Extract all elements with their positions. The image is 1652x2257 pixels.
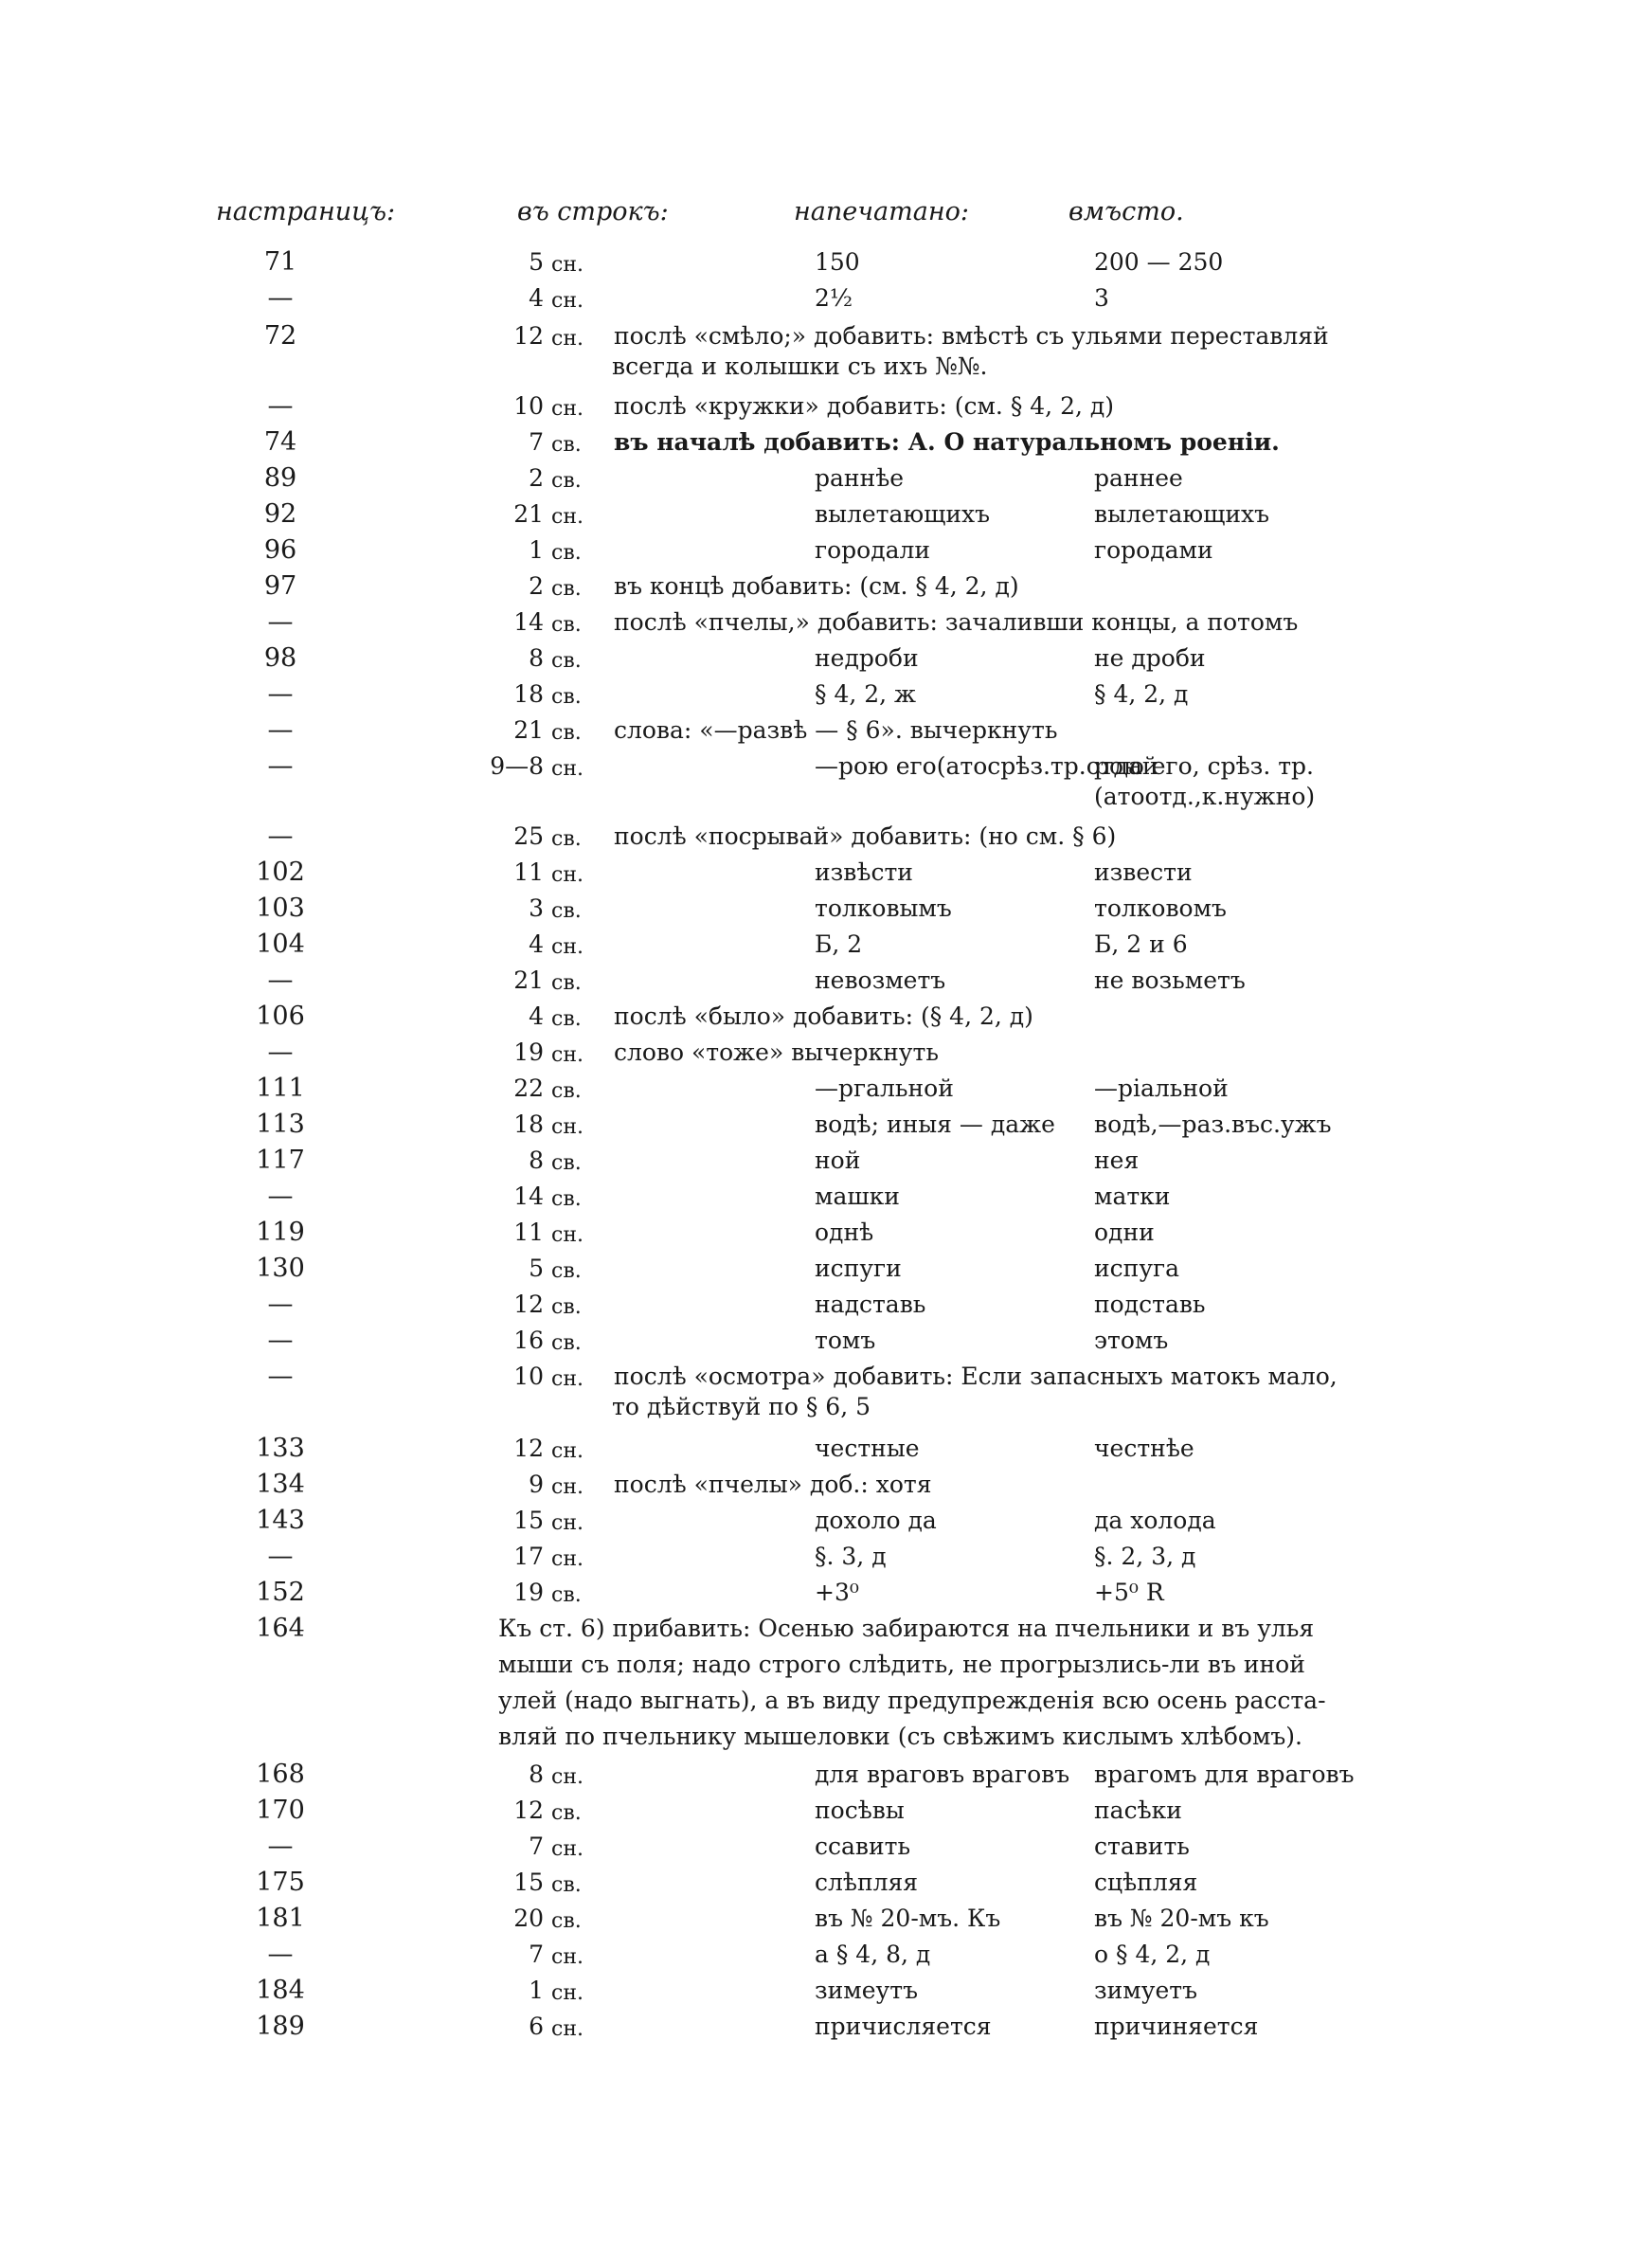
row-line-side: сн. — [551, 1981, 584, 2005]
row-correct-text: испуга — [1094, 1255, 1180, 1282]
row-line-number: 19 — [513, 1579, 544, 1606]
row-page-number: — — [267, 283, 294, 313]
row-printed-text: —ргальной — [815, 1074, 954, 1102]
row-printed-text: надставь — [815, 1291, 926, 1318]
row-line-side: св. — [551, 721, 582, 745]
row-line-side: св. — [551, 649, 582, 673]
row-line-number: 1 — [529, 1977, 544, 2004]
row-line-side: сн. — [551, 1223, 584, 1247]
row-line-number: 7 — [529, 428, 544, 456]
row-line-number: 21 — [513, 716, 544, 744]
row-line-side: св. — [551, 1801, 582, 1825]
row-page-number: 117 — [256, 1146, 305, 1175]
note-line: мыши съ поля; надо строго слѣдить, не прогрызлись-ли въ иной — [498, 1651, 1305, 1678]
row-printed-text: зимеутъ — [815, 1977, 918, 2004]
row-printed-text: невозметъ — [815, 966, 946, 994]
row-line-number: 9—8 — [490, 752, 544, 780]
row-line-side: сн. — [551, 1837, 584, 1861]
row-page-number: — — [267, 1038, 294, 1067]
row-remark: слова: «—развѣ — § 6». вычеркнуть — [614, 716, 1058, 744]
row-correct-text: § 4, 2, д — [1094, 680, 1189, 708]
row-correct-text: подставь — [1094, 1291, 1206, 1318]
row-printed-text: въ № 20-мъ. Къ — [815, 1905, 1001, 1932]
row-remark-continued: то дѣйствуй по § 6, 5 — [612, 1393, 871, 1420]
row-correct-text: водѣ,—раз.въс.ужъ — [1094, 1110, 1332, 1138]
row-line-side: сн. — [551, 1439, 584, 1463]
row-line-side: сн. — [551, 757, 584, 781]
row-page-number: 152 — [256, 1578, 305, 1607]
row-line-side: сн. — [551, 863, 584, 887]
row-correct-text: матки — [1094, 1183, 1171, 1210]
row-correct-text: не возьметъ — [1094, 966, 1246, 994]
row-remark: слово «тоже» вычеркнуть — [614, 1038, 939, 1066]
row-line-side: св. — [551, 971, 582, 995]
row-printed-text: дохоло да — [815, 1507, 937, 1534]
row-page-number: 113 — [256, 1110, 305, 1139]
row-line-side: сн. — [551, 327, 584, 351]
row-line-number: 12 — [513, 322, 544, 350]
row-correct-text: извести — [1094, 858, 1193, 886]
row-line-number: 15 — [513, 1869, 544, 1896]
row-page-number: — — [267, 1940, 294, 1969]
row-line-side: св. — [551, 1151, 582, 1175]
row-line-side: сн. — [551, 1367, 584, 1391]
row-line-side: сн. — [551, 1765, 584, 1789]
row-correct-text: толковомъ — [1094, 894, 1227, 922]
row-remark: послѣ «осмотра» добавить: Если запасныхъ матокъ мало, — [614, 1363, 1338, 1390]
row-correct-text: не дроби — [1094, 644, 1206, 672]
row-page-number: — — [267, 751, 294, 781]
row-page-number: — — [267, 391, 294, 421]
row-correct-text-continued: (атоотд.,к.нужно) — [1094, 783, 1316, 810]
row-printed-text: честные — [815, 1435, 920, 1462]
note-line: улей (надо выгнать), а въ виду предупрежденія всю осень расста- — [498, 1687, 1326, 1714]
row-correct-text: да холода — [1094, 1507, 1216, 1534]
row-remark: послѣ «посрывай» добавить: (но см. § 6) — [614, 822, 1117, 850]
row-line-side: сн. — [551, 1115, 584, 1139]
row-printed-text: водѣ; иныя — даже — [815, 1110, 1055, 1138]
row-page-number: 111 — [256, 1074, 305, 1103]
row-line-number: 19 — [513, 1038, 544, 1066]
header-printed: напечатано: — [794, 197, 969, 226]
row-page-number: 181 — [256, 1904, 305, 1933]
row-printed-text: однѣ — [815, 1219, 874, 1246]
row-line-number: 18 — [513, 1110, 544, 1138]
row-page-number: 133 — [256, 1434, 305, 1463]
row-line-number: 3 — [529, 894, 544, 922]
row-correct-text: вылетающихъ — [1094, 500, 1270, 528]
row-page-number: 92 — [263, 499, 297, 529]
row-printed-text: § 4, 2, ж — [815, 680, 917, 708]
row-line-number: 1 — [529, 536, 544, 564]
row-line-number: 21 — [513, 500, 544, 528]
row-printed-text: Б, 2 — [815, 930, 863, 958]
row-line-number: 11 — [513, 1219, 544, 1246]
row-correct-text: этомъ — [1094, 1327, 1169, 1354]
row-line-number: 12 — [513, 1435, 544, 1462]
row-line-number: 14 — [513, 1183, 544, 1210]
row-line-number: 5 — [529, 1255, 544, 1282]
row-correct-text: §. 2, 3, д — [1094, 1543, 1196, 1570]
row-page-number: 168 — [256, 1760, 305, 1789]
row-line-side: сн. — [551, 1945, 584, 1969]
row-line-side: св. — [551, 1909, 582, 1933]
row-remark: въ началѣ добавить: А. О натуральномъ роеніи. — [614, 428, 1280, 456]
row-page-number: 74 — [263, 427, 297, 457]
row-printed-text: ссавить — [815, 1833, 911, 1860]
row-printed-text: посѣвы — [815, 1797, 905, 1824]
row-correct-text: 3 — [1094, 284, 1109, 312]
row-correct-text: —ріальной — [1094, 1074, 1229, 1102]
row-page-number: 134 — [256, 1470, 305, 1499]
row-line-number: 4 — [529, 930, 544, 958]
row-line-number: 8 — [529, 1147, 544, 1174]
row-page-number: 71 — [263, 247, 297, 277]
row-page-number: 184 — [256, 1976, 305, 2005]
row-printed-text: а § 4, 8, д — [815, 1941, 931, 1968]
row-line-side: сн. — [551, 1475, 584, 1499]
row-page-number: 102 — [256, 858, 305, 887]
row-page-number: 103 — [256, 894, 305, 923]
row-printed-text: городали — [815, 536, 931, 564]
row-page-number: — — [267, 715, 294, 745]
row-line-side: сн. — [551, 935, 584, 959]
row-printed-text: испуги — [815, 1255, 902, 1282]
row-line-number: 10 — [513, 392, 544, 420]
row-line-side: св. — [551, 1007, 582, 1031]
row-line-number: 8 — [529, 1760, 544, 1788]
row-page-number: — — [267, 1542, 294, 1571]
row-line-side: св. — [551, 577, 582, 601]
header-page: настраницъ: — [216, 197, 396, 226]
row-printed-text: недроби — [815, 644, 919, 672]
row-line-number: 10 — [513, 1363, 544, 1390]
row-printed-text: для враговъ враговъ — [815, 1760, 1070, 1788]
row-page-number: 130 — [256, 1254, 305, 1283]
row-page-number: 170 — [256, 1796, 305, 1825]
row-line-number: 8 — [529, 644, 544, 672]
row-line-side: св. — [551, 1331, 582, 1355]
row-correct-text: рою его, срѣз. тр. — [1094, 752, 1314, 780]
row-correct-text: раннее — [1094, 464, 1183, 492]
row-page-number: 119 — [256, 1218, 305, 1247]
row-line-side: св. — [551, 685, 582, 709]
row-page-number: 104 — [256, 930, 305, 959]
row-line-side: св. — [551, 1187, 582, 1211]
row-line-number: 20 — [513, 1905, 544, 1932]
row-line-side: св. — [551, 433, 582, 457]
row-correct-text: пасѣки — [1094, 1797, 1182, 1824]
row-printed-text: —рою его(атосрѣз.тр.отдай — [815, 752, 1158, 780]
row-remark: въ концѣ добавить: (см. § 4, 2, д) — [614, 572, 1019, 600]
row-remark: послѣ «было» добавить: (§ 4, 2, д) — [614, 1002, 1033, 1030]
row-line-side: сн. — [551, 253, 584, 277]
row-correct-text: одни — [1094, 1219, 1155, 1246]
row-page-number: 97 — [263, 571, 297, 601]
row-line-number: 9 — [529, 1471, 544, 1498]
row-page-number: 98 — [263, 643, 297, 673]
row-printed-text: томъ — [815, 1327, 876, 1354]
row-correct-text: сцѣпляя — [1094, 1869, 1198, 1896]
row-line-number: 14 — [513, 608, 544, 636]
row-line-number: 22 — [513, 1074, 544, 1102]
row-line-side: сн. — [551, 1547, 584, 1571]
row-page-number: 106 — [256, 1002, 305, 1031]
note-line: Къ ст. 6) прибавить: Осенью забираются на пчельники и въ улья — [498, 1615, 1315, 1642]
row-correct-text: 200 — 250 — [1094, 248, 1224, 276]
row-line-number: 7 — [529, 1833, 544, 1860]
row-line-number: 18 — [513, 680, 544, 708]
row-line-side: св. — [551, 613, 582, 637]
row-line-side: св. — [551, 827, 582, 851]
row-correct-text: Б, 2 и 6 — [1094, 930, 1188, 958]
row-line-side: сн. — [551, 397, 584, 421]
row-line-side: сн. — [551, 1511, 584, 1535]
row-line-number: 4 — [529, 1002, 544, 1030]
row-printed-text: толковымъ — [815, 894, 952, 922]
row-printed-text: вылетающихъ — [815, 500, 991, 528]
row-remark: послѣ «пчелы» доб.: хотя — [614, 1471, 932, 1498]
row-page-number: 175 — [256, 1868, 305, 1897]
row-line-number: 16 — [513, 1327, 544, 1354]
row-line-side: сн. — [551, 1043, 584, 1067]
row-correct-text: честнѣе — [1094, 1435, 1194, 1462]
header-line: въ строкъ: — [517, 197, 669, 226]
row-line-side: св. — [551, 899, 582, 923]
row-page-number: — — [267, 1290, 294, 1319]
row-line-number: 25 — [513, 822, 544, 850]
row-correct-text: въ № 20-мъ къ — [1094, 1905, 1269, 1932]
row-page-number: — — [267, 1182, 294, 1211]
row-page-number: 143 — [256, 1506, 305, 1535]
row-line-number: 2 — [529, 464, 544, 492]
row-line-side: сн. — [551, 505, 584, 529]
row-correct-text: нея — [1094, 1147, 1140, 1174]
note-page-number: 164 — [256, 1614, 305, 1643]
row-printed-text: ной — [815, 1147, 861, 1174]
row-remark: послѣ «кружки» добавить: (см. § 4, 2, д) — [614, 392, 1115, 420]
row-printed-text: 150 — [815, 248, 860, 276]
row-printed-text: раннѣе — [815, 464, 905, 492]
row-printed-text: +3⁰ — [815, 1579, 859, 1606]
row-line-side: св. — [551, 541, 582, 565]
row-page-number: — — [267, 966, 294, 995]
row-page-number: — — [267, 822, 294, 851]
row-printed-text: §. 3, д — [815, 1543, 887, 1570]
row-printed-text: причисляется — [815, 2013, 992, 2040]
row-line-side: сн. — [551, 289, 584, 313]
row-line-number: 12 — [513, 1291, 544, 1318]
row-line-number: 17 — [513, 1543, 544, 1570]
row-line-side: сн. — [551, 2017, 584, 2041]
row-correct-text: ставить — [1094, 1833, 1190, 1860]
row-line-number: 6 — [529, 2013, 544, 2040]
row-page-number: — — [267, 679, 294, 709]
row-line-number: 15 — [513, 1507, 544, 1534]
row-line-number: 4 — [529, 284, 544, 312]
row-correct-text: +5⁰ R — [1094, 1579, 1164, 1606]
row-remark: послѣ «смѣло;» добавить: вмѣстѣ съ ульями переставляй — [614, 322, 1329, 350]
row-line-side: св. — [551, 469, 582, 493]
header-instead: вмъсто. — [1068, 197, 1184, 226]
row-correct-text: причиняется — [1094, 2013, 1259, 2040]
row-page-number: — — [267, 607, 294, 637]
row-page-number: — — [267, 1326, 294, 1355]
row-line-number: 5 — [529, 248, 544, 276]
row-remark: послѣ «пчелы,» добавить: зачаливши концы, а потомъ — [614, 608, 1299, 636]
row-line-side: св. — [551, 1295, 582, 1319]
row-line-side: св. — [551, 1873, 582, 1897]
row-line-side: св. — [551, 1079, 582, 1103]
row-correct-text: о § 4, 2, д — [1094, 1941, 1211, 1968]
row-printed-text: слѣпляя — [815, 1869, 919, 1896]
row-line-number: 2 — [529, 572, 544, 600]
row-page-number: — — [267, 1832, 294, 1861]
row-line-number: 7 — [529, 1941, 544, 1968]
row-page-number: — — [267, 1362, 294, 1391]
row-printed-text: машки — [815, 1183, 900, 1210]
row-correct-text: городами — [1094, 536, 1213, 564]
row-line-side: св. — [551, 1259, 582, 1283]
row-correct-text: врагомъ для враговъ — [1094, 1760, 1355, 1788]
row-page-number: 189 — [256, 2012, 305, 2041]
row-page-number: 89 — [263, 463, 297, 493]
row-correct-text: зимуетъ — [1094, 1977, 1197, 2004]
row-printed-text: извѣсти — [815, 858, 913, 886]
row-remark-continued: всегда и колышки съ ихъ №№. — [612, 352, 988, 380]
row-page-number: 72 — [263, 321, 297, 351]
row-page-number: 96 — [263, 535, 297, 565]
row-line-number: 21 — [513, 966, 544, 994]
row-printed-text: 2½ — [815, 284, 853, 312]
row-line-number: 12 — [513, 1797, 544, 1824]
row-line-number: 11 — [513, 858, 544, 886]
note-line: вляй по пчельнику мышеловки (съ свѣжимъ кислымъ хлѣбомъ). — [498, 1723, 1302, 1750]
row-line-side: св. — [551, 1583, 582, 1607]
